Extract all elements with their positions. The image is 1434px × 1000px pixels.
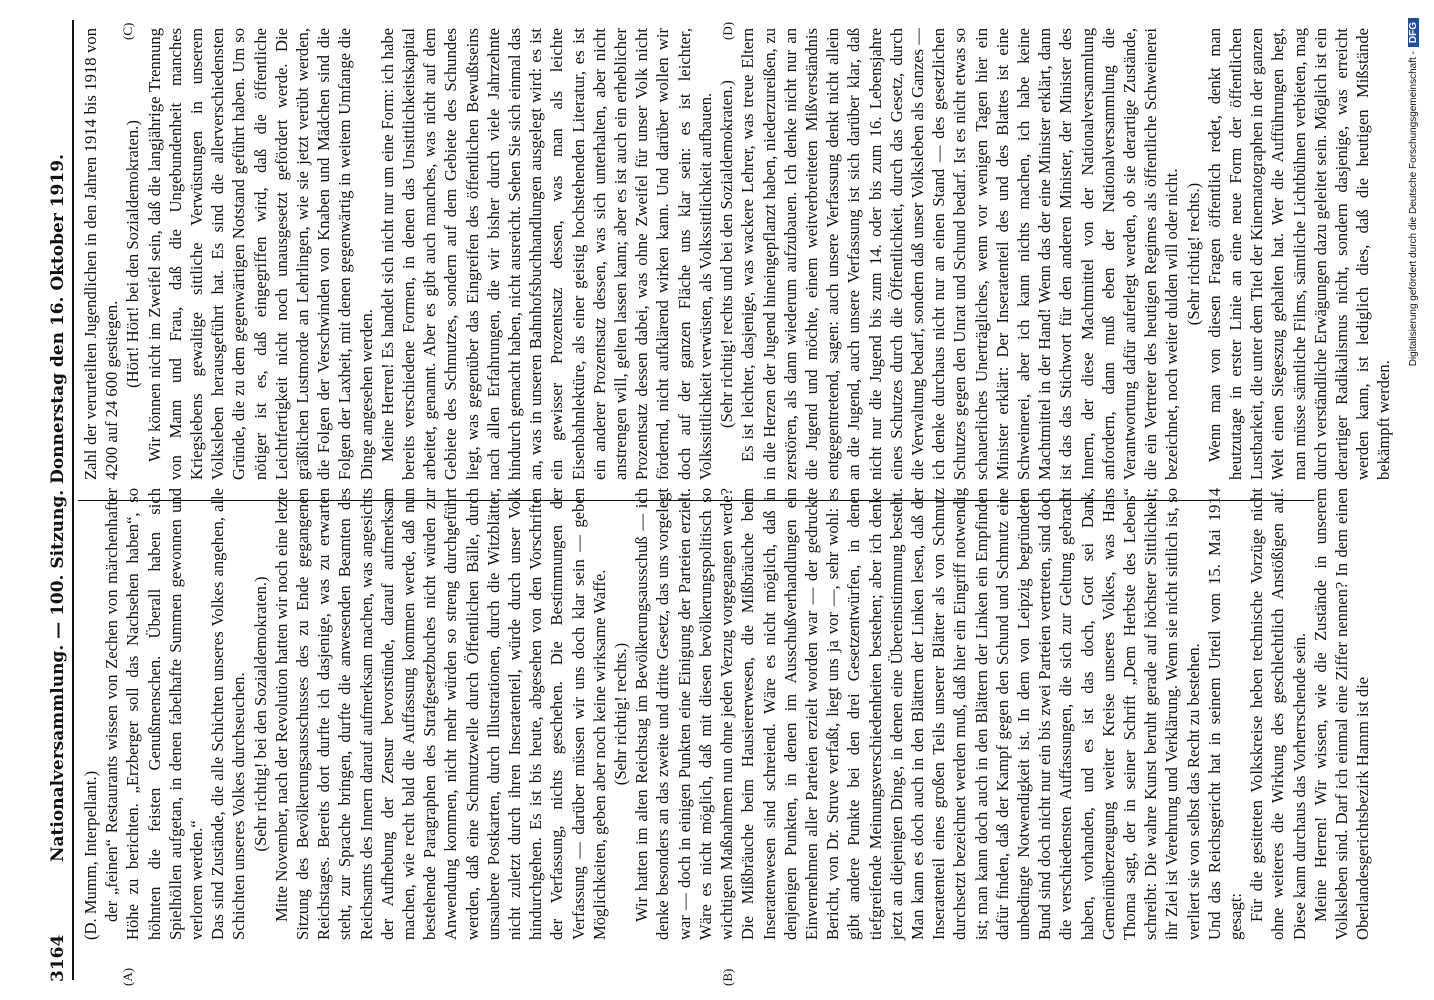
dfg-logo: DFG <box>1408 18 1419 47</box>
margin-marker-c: (C) <box>120 22 135 40</box>
column-paragraph: Meine Herren! Es handelt sich nicht nur um eine Form: ich habe bereits verschiedene Formen, in denen das Unsittlichkeitskapital arbeitet, genannt. Aber es gibt auch manches, was nicht auf dem Gebiete des Schmutzes, sondern auf dem Gebiete des Schundes liegt, was gegenüber das Eingreifen des öffentlichen Bewußtseins nach allen Erfahrungen, die wir bisher durch viele Jahrzehnte hindurch gemacht haben, nicht ausreicht. Sehen Sie sich einmal das an, was in unseren Bahnhofsbuchhandlungen ausgelegt wird: es ist ein gewisser Prozentsatz dessen, was man als leichte Eisenbahnlektüre, als einer geistig hochstehenden Literatur, es ist ein anderer Prozentsatz dessen, was sich unterhalten, aber nicht anstrengen will, gelten lassen kann; aber es ist auch ein erheblicher Prozentsatz dessen dabei, was ohne Zweifel für unser Volk nicht fördernd, nicht aufklärend wirken kann. Und darüber wollen wir doch auf der ganzen Fläche uns klar sein: es ist leichter, Volkssittlichkeit verwüsten, als Volkssittlichkeit aufbauen. <box>377 28 715 480</box>
margin-marker-b: (B) <box>720 968 735 986</box>
column-remark: (Sehr richtig! rechts.) <box>611 642 631 786</box>
page-number: 3164 <box>48 934 68 982</box>
column-paragraph: Und das Reichsgericht hat in seinem Urteil vom 15. Mai 1914 gesagt: <box>1204 488 1245 940</box>
column-remark: (Hört! Hört! bei den Sozialdemokraten.) <box>123 120 143 388</box>
column-paragraph: Meine Herren! Wir wissen, wie die Zustände in unserem Volksleben sind. Darf ich einmal eine Ziffer nennen? In dem einen Oberlandesgerichtsbezirk Hamm ist die <box>1310 488 1373 940</box>
digitization-credit <box>1408 0 1430 1000</box>
column-paragraph: Es ist leichter, dasjenige, was wackere Lehrer, was treue Eltern in die Herzen der Jugend hineingepflanzt haben, niederzureißen, zu zerstören, als dann wiederum aufzubauen. Ich denke nicht nur an die Jugend und möchte, einem weitverbreiteten Mißverständnis entgegentretend, sagen: auch unsere Verfassung denkt nicht allein an die Jugend, auch unsere Verfassung ist sich darüber klar, daß nicht nur die Jugend bis zum 14. oder bis zum 16. Lebensjahre eines Schutzes durch die Öffentlichkeit, durch das Gesetz, durch die Verwaltung bedarf, sondern daß unser Volksleben als Ganzes — ich denke durchaus nicht nur an einen Stand — des gesetzlichen Schutzes gegen den Unrat und Schund bedarf. Ist es nicht etwas so schauerliches Unerträgliches, wenn vor wenigen Tagen hier ein Minister erklärt: Der Inseratenteil des und des Blattes ist eine Schweinerei, aber ich kann nichts machen, ich habe keine Machtmittel in der Hand! Wenn das der eine Minister erklärt, dann ist das das Stichwort für den anderen Minister, der Minister des Innern, der diese Machtmittel von der Nationalversammlung anfordern, dann muß eben der Nationalversammlung die Verantwortung dafür auferlegt werden, ob sie derartige Zustände, die ein Vertreter des heutigen Regimes als öffentliche Schweinerei bezeichnet, noch weiter dulden will oder nicht. <box>738 28 1182 480</box>
left-text-column <box>80 488 1373 940</box>
header-rule <box>72 20 74 980</box>
page-header <box>44 18 74 982</box>
column-paragraph: Wenn man von diesen Fragen öffentlich redet, denkt man heutzutage in erster Linie an eine neue Form der öffentlichen Lustbarkeit, die unter dem Titel der Kinematographen in der ganzen Welt einen Siegeszug gehalten hat. Wer die Aufführungen hegt, man müsse sämtliche Films, sämtliche Lichtbühnen verbieten, mag durch verständliche Erwägungen dazu geleitet sein. Möglich ist ein derartiger Radikalismus nicht, sondern dasjenige, was erreicht werden kann, ist lediglich dies, daß die heutigen Mißstände bekämpft werden. <box>1204 28 1394 480</box>
column-remark: (Sehr richtig! rechts und bei den Sozialdemokraten.) <box>717 80 737 428</box>
column-paragraph: Wir können nicht im Zweifel sein, daß die langjährige Trennung von Mann und Frau, daß die Ungebundenheit manches Kriegslebens gewaltige sittliche Verwüstungen in unserem Volksleben herausgeführt hat. Es sind die allerverschiedensten Gründe, die zu dem gegenwärtigen Notstand geführt haben. Um so nötiger ist es, daß eingegriffen wird, daß die öffentliche Leichtfertigkeit nicht noch unausgesetzt gefördert werde. Die gräßlichen Lustmorde an Lehrlingen, wie sie jetzt verübt werden, die Folgen der Verschwinden von Knaben und Mädchen sind die Folgen der Laxheit, mit denen gegenwärtig in weitem Umfange die Dinge angesehen werden. <box>144 28 376 480</box>
credit-text: Digitalisierung gefördert durch die Deutsche Forschungsgemeinschaft - <box>1408 51 1419 367</box>
margin-marker-d: (D) <box>720 21 735 40</box>
margin-marker-a: (A) <box>120 967 135 986</box>
right-text-column <box>80 28 1394 480</box>
column-paragraph: Mitte November, nach der Revolution hatten wir noch eine letzte Sitzung des Bevölkerungsausschusses des zu Ende gegangenen Reichstages. Bereits dort durfte ich dasjenige, was zu erwarten steht, zur Sprache bringen, durfte die anwesenden Beamten des Reichsamts des Innern darauf aufmerksam machen, was angesichts der Aufhebung der Zensur bevorstünde, darauf aufmerksam machen, wie recht bald die Auffassung kommen werde, daß nun bestehende Paragraphen des Strafgesetzbuches nicht würden zur Anwendung kommen, nicht mehr würden so streng durchgeführt werden, daß eine Schmutzwelle durch Öffentlichen Bälle, durch unsaubere Postkarten, durch Illustrationen, durch die Witzblätter, nicht zuletzt durch ihren Inseratenteil, würde durch unser Volk hindurchgehen. Es ist bis heute, abgesehen von den Vorschriften der Verfassung, nichts geschehen. Die Bestimmungen der Verfassung — darüber müssen wir uns doch klar sein — geben Möglichkeiten, geben aber noch keine wirksame Waffe. <box>271 488 609 940</box>
column-remark: (Sehr richtig! rechts.) <box>1183 182 1203 326</box>
column-paragraph: Zahl der verurteilten Jugendlichen in den Jahren 1914 bis 1918 von 4200 auf 24 600 gestiegen. <box>81 28 122 480</box>
page-title: Nationalversammlung. — 100. Sitzung. Donnerstag den 16. Oktober 1919. <box>48 154 68 862</box>
column-remark: (Sehr richtig! bei den Sozialdemokraten.) <box>250 576 270 852</box>
column-paragraph: der „feinen“ Restaurants wissen von Zechen von märchenhafter Höhe zu berichten. „Erzberger soll das Nachsehen haben“, so höhnten die feisten Genußmenschen. Überall haben sich Spielhöllen aufgetan, in denen fabelhafte Summen gewonnen und verloren werden.“ <box>102 488 207 940</box>
column-divider <box>78 500 1314 501</box>
column-quote: Für die gesitteten Volkskreise heben technische Vorzüge nicht ohne weiteres die Wirkung des geschlechtlich Anstößigen auf. Diese kann durchaus das Vorherrschende sein. <box>1247 488 1309 940</box>
column-paragraph: Wir hatten im alten Reichstag im Bevölkerungsausschuß — ich denke besonders an das zweite und dritte Gesetz, das uns vorgelegt war — doch in einigen Punkten eine Einigung der Parteien erzielt. Wäre es nicht möglich, daß mit diesen bevölkerungspolitisch so wichtigen Maßnahmen nun ohne jeden Verzug vorgegangen werde? Die Mißbräuche beim Hausiererwesen, die Mißbräuche beim Inseratenwesen sind schreiend. Wäre es nicht möglich, daß in denjenigen Punkten, in denen im Ausschußverhandlungen ein Einvernehmen aller Parteien erzielt worden war — der gedruckte Bericht, von Dr. Struve verfaßt, liegt uns ja vor —, sehr wohl: es gibt andere Punkte bei den drei Gesetzentwürfen, in denen tiefgreifende Meinungsverschiedenheiten bestehen; aber ich denke jetzt an diejenigen Dinge, in denen eine Übereinstimmung besteht. Man kann es doch auch in den Blättern der Linken lesen, daß der Inseratenteil eines großen Teils unserer Blätter als von Schmutz durchsetzt bezeichnet werden muß, daß hier ein Eingriff notwendig ist; man kann doch auch in den Blättern der Linken ein Empfinden dafür finden, daß der Kampf gegen den Schund und Schmutz eine unbedingte Notwendigkeit ist. In dem von Leipzig begründeten Bund sind doch nicht nur ein bis zwei Parteien vertreten, sind doch die verschiedensten Auffassungen, die sich zur Geltung gebracht haben, vorhanden, und es ist das doch, Gott sei Dank, Gemeinüberzeugung weiter Kreise unseres Volkes, was Hans Thoma sagt, der in seiner Schrift „Dem Herbste des Lebens“ schreibt: Die wahre Kunst beruht gerade auf höchster Sittlichkeit; ihr Ziel ist Verehrung und Verklärung. Wenn sie nicht sittlich ist, so verliert sie von selbst das Recht zu bestehen. <box>632 488 1203 940</box>
column-paragraph: (D. Mumm, Interpellant.) <box>81 770 100 940</box>
column-paragraph: Das sind Zustände, die alle Schichten unseres Volkes angehen, alle Schichten unseres Volkes durchseuchen. <box>208 488 249 940</box>
